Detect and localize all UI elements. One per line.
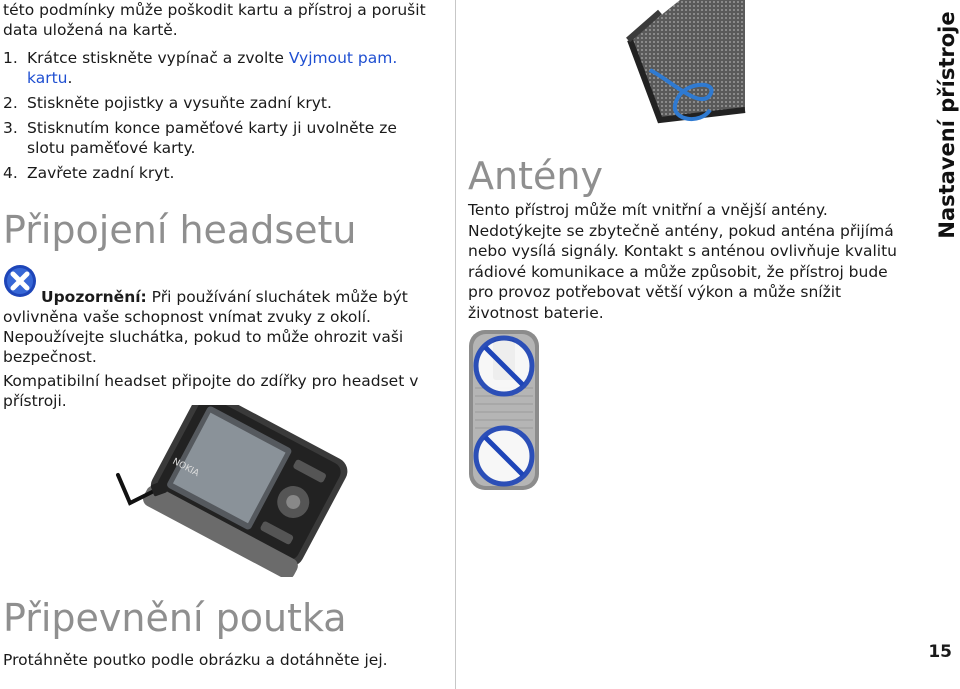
antenna-paragraph: Tento přístroj může mít vnitřní a vnější antény. Nedotýkejte se zbytečně antény, pokud anténa přijímá nebo vysílá signály. Kontakt s anténou ovlivňuje kvalitu rádiové komunikace a může způsobit, že přístroj bude pro provoz potřebovat větší výkon a může snížit životnost baterie. <box>468 201 898 322</box>
antenna-illustration <box>463 328 545 493</box>
no-touch-icon-top <box>476 338 532 394</box>
section-side-title: Nastavení přístroje <box>935 11 959 239</box>
strap-illustration <box>620 0 750 140</box>
headset-heading: Připojení headsetu <box>3 208 357 252</box>
headset-paragraph: Kompatibilní headset připojte do zdířky pro headset v přístroji. <box>3 372 419 410</box>
no-touch-icon-bottom <box>476 428 532 484</box>
column-divider <box>455 0 456 689</box>
phone-headset-illustration <box>100 405 350 577</box>
warning-label: Upozornění: <box>41 288 147 306</box>
intro-paragraph: této podmínky může poškodit kartu a přístroj a porušit data uložená na kartě. <box>3 1 426 39</box>
warning-paragraph: Upozornění: Při používání sluchátek může být ovlivněna vaše schopnost vnímat zvuky z okolí. Nepoužívejte sluchátka, pokud to může ohrozit vaši bezpečnost. <box>3 288 408 366</box>
steps-list <box>3 48 443 183</box>
list-item: 1. Krátce stiskněte vypínač a zvolte Vyjmout pam. kartu. <box>3 49 398 87</box>
strap-paragraph: Protáhněte poutko podle obrázku a dotáhněte jej. <box>3 651 388 669</box>
page-number: 15 <box>928 642 952 662</box>
strap-heading: Připevnění poutka <box>3 596 347 640</box>
list-item: 4. Zavřete zadní kryt. <box>3 164 175 182</box>
antenna-heading: Antény <box>468 154 603 198</box>
nokia-label: NOKIA <box>170 456 201 480</box>
list-item: 3. Stisknutím konce paměťové karty ji uvolněte ze slotu paměťové karty. <box>3 119 397 157</box>
list-item: 2. Stiskněte pojistky a vysuňte zadní kryt. <box>3 94 332 112</box>
vyjmout-link[interactable]: Vyjmout pam. kartu <box>27 49 398 87</box>
